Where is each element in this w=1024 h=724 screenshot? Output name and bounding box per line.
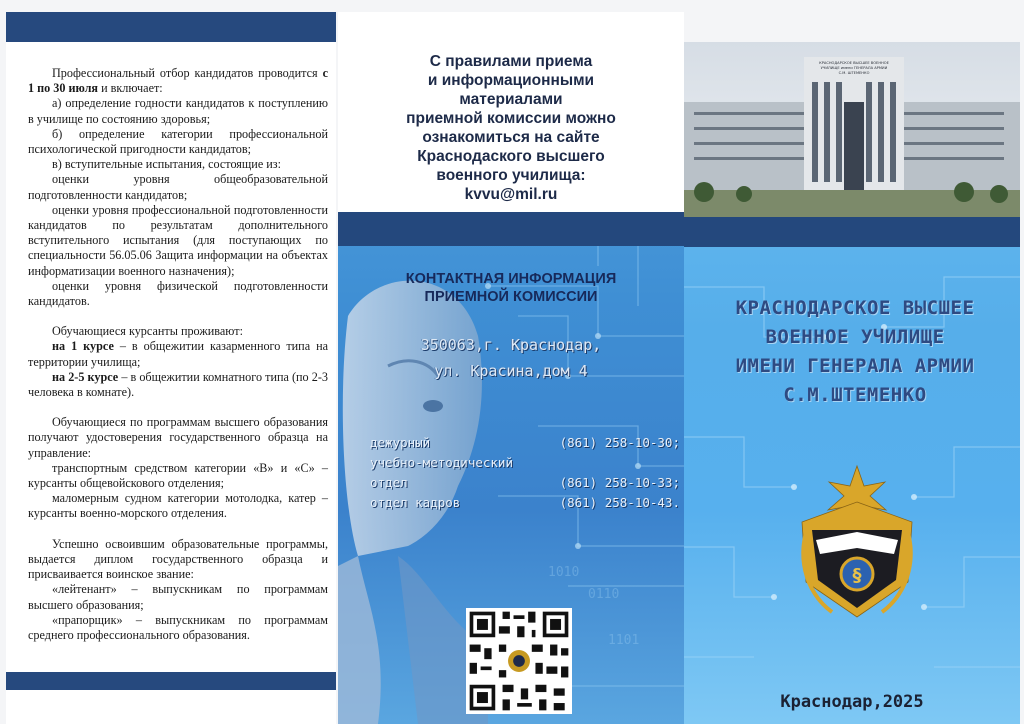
building-sign-line: УЧИЛИЩЕ имени ГЕНЕРАЛА АРМИИ: [820, 66, 888, 70]
selection-item: б) определение категории профессиональной психологической пригодности кандидатов;: [28, 126, 328, 157]
svg-text:1010: 1010: [548, 565, 580, 580]
selection-item: а) определение годности кандидатов к поступлению в училище по состоянию здоровья;: [28, 96, 328, 126]
bottom-band: [6, 672, 336, 690]
middle-band: [338, 212, 684, 246]
address: 350063,г. Краснодар, ул. Красина,дом 4: [420, 336, 602, 380]
institution-title: КРАСНОДАРСКОЕ ВЫСШЕЕ ВОЕННОЕ УЧИЛИЩЕ ИМЕНИ ГЕНЕРАЛА АРМИИ С.М.ШТЕМЕНКО: [735, 297, 975, 406]
phone-row-method: учебно-методический: [370, 455, 513, 470]
svg-text:§: §: [852, 565, 862, 586]
website-link[interactable]: kvvu@mil.ru: [464, 186, 558, 203]
top-band: [6, 12, 336, 42]
phone-number[interactable]: (861) 258-10-30;: [559, 435, 680, 450]
admission-info-text: [28, 66, 328, 643]
phone-list: [370, 433, 680, 513]
right-panel: [684, 12, 1020, 724]
website-notice: С правилами приема и информационными материалами приемной комиссии можно ознакомиться на сайте Краснодаского высшего военного училища: kvvu@mil.ru: [348, 52, 674, 204]
license-item: транспортным средством категории «В» и «С» – курсанты общевойскового отделения;: [28, 460, 328, 491]
license-intro: Обучающиеся по программам высшего образования получают удостоверения государственного образца на управление:: [28, 415, 328, 460]
selection-item: оценки уровня общеобразовательной подготовленности кандидатов;: [28, 172, 328, 202]
middle-panel: [338, 12, 684, 724]
phone-number[interactable]: (861) 258-10-43.: [559, 495, 680, 510]
city-year: Краснодар,2025: [780, 692, 924, 712]
license-item: маломерным судном категории мотолодка, катер – курсанты военно-морского отделения.: [28, 491, 328, 521]
building-photo: [684, 42, 1020, 217]
right-band: [684, 217, 1020, 247]
housing-other-years: на 2-5 курсе – в общежитии комнатного типа (по 2-3 человека в комнате).: [28, 369, 328, 400]
selection-item: в) вступительные испытания, состоящие из:: [52, 157, 282, 172]
diploma-intro: Успешно освоившим образовательные программы, выдается диплом государственного образца и присваивается воинское звание:: [28, 536, 328, 582]
selection-item: оценки уровня профессиональной подготовленности кандидатов по результатам дополнительного вступительного испытания (для поступающих по специальности 56.05.06 Защита информации на объектах информатизации военного назначения);: [28, 202, 328, 278]
selection-item: оценки уровня физической подготовленности кандидатов.: [28, 278, 328, 309]
selection-intro: Профессиональный отбор кандидатов проводится с 1 по 30 июля и включает:: [28, 66, 328, 96]
contact-title: КОНТАКТНАЯ ИНФОРМАЦИЯ ПРИЕМНОЙ КОМИССИИ: [405, 271, 617, 305]
svg-text:1101: 1101: [608, 633, 640, 648]
building-sign-line: КРАСНОДАРСКОЕ ВЫСШЕЕ ВОЕННОЕ: [819, 61, 889, 65]
housing-first-year: на 1 курсе – в общежитии казарменного типа на территории училища;: [28, 339, 329, 369]
phone-row-duty: дежурный (861) 258-10-30;: [370, 433, 680, 453]
phone-row-dept: отдел (861) 258-10-33;: [370, 473, 680, 493]
selection-dates: с 1 по 30 июля: [28, 66, 328, 96]
rank-item: «прапорщик» – выпускникам по программам среднего профессионального образования.: [28, 612, 328, 642]
housing-intro: Обучающиеся курсанты проживают:: [52, 324, 243, 339]
emblem-icon: [792, 462, 922, 622]
svg-text:0110: 0110: [588, 587, 620, 602]
qr-code[interactable]: [466, 608, 572, 714]
building-sign-line: С.М. ШТЕМЕНКО: [838, 71, 870, 75]
left-panel: [6, 12, 336, 724]
phone-row-hr: отдел кадров (861) 258-10-43.: [370, 493, 680, 513]
rank-item: «лейтенант» – выпускникам по программам высшего образования;: [28, 582, 328, 612]
phone-number[interactable]: (861) 258-10-33;: [559, 475, 680, 490]
